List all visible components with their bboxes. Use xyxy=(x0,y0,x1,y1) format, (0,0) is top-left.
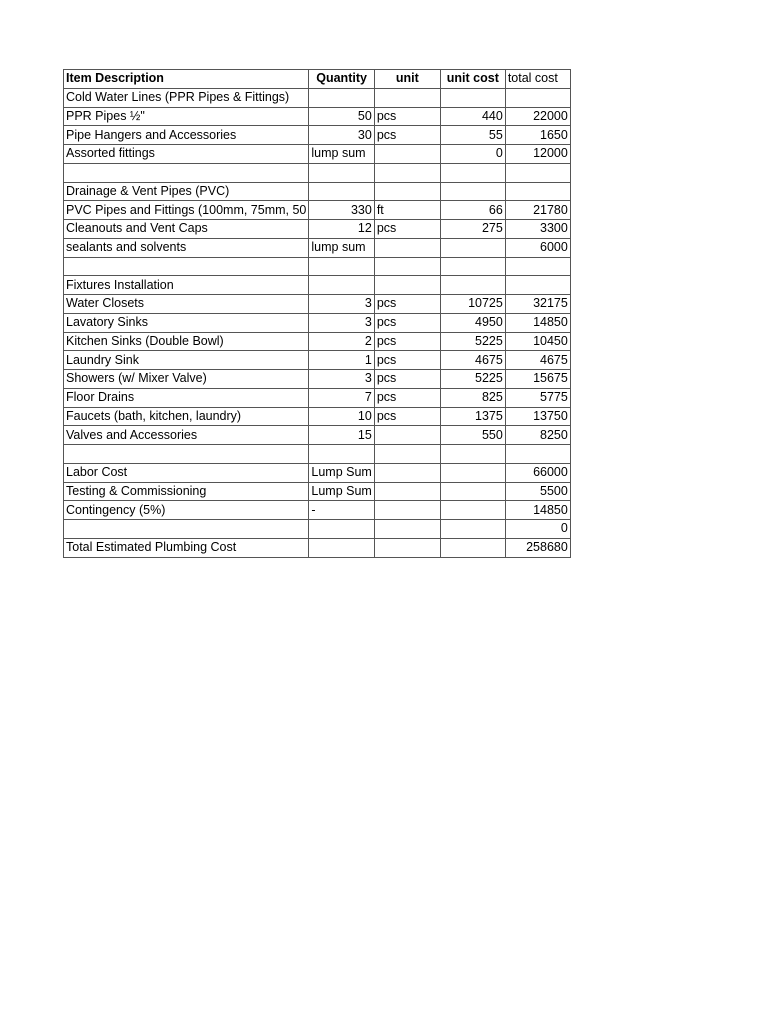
cell-quantity[interactable] xyxy=(309,276,374,295)
cell-unit-cost[interactable] xyxy=(440,538,505,557)
cell-unit-cost[interactable]: 55 xyxy=(440,126,505,145)
cell-item-description[interactable] xyxy=(64,163,309,182)
cell-unit[interactable]: pcs xyxy=(374,407,440,426)
cell-unit[interactable] xyxy=(374,276,440,295)
cell-quantity[interactable] xyxy=(309,520,374,539)
cell-quantity[interactable] xyxy=(309,88,374,107)
cell-unit[interactable] xyxy=(374,501,440,520)
cell-quantity[interactable] xyxy=(309,257,374,276)
cell-quantity[interactable]: lump sum xyxy=(309,238,374,257)
table-row xyxy=(64,163,571,182)
cell-item-description[interactable]: Lavatory Sinks xyxy=(64,313,309,332)
table-row xyxy=(64,88,571,107)
cell-item-description[interactable]: Cleanouts and Vent Caps xyxy=(64,220,309,239)
table-row xyxy=(64,201,571,220)
cell-quantity[interactable]: lump sum xyxy=(309,145,374,164)
cell-unit-cost[interactable] xyxy=(440,238,505,257)
cell-total-cost[interactable] xyxy=(505,445,570,464)
cell-unit[interactable] xyxy=(374,538,440,557)
cell-quantity[interactable]: Lump Sum xyxy=(309,482,374,501)
table-row xyxy=(64,126,571,145)
cell-unit-cost[interactable]: 825 xyxy=(440,388,505,407)
cell-unit[interactable]: pcs xyxy=(374,107,440,126)
table-row xyxy=(64,220,571,239)
cell-unit-cost[interactable]: 10725 xyxy=(440,295,505,314)
cell-unit[interactable] xyxy=(374,445,440,464)
header-item-description: Item Description xyxy=(64,70,309,89)
cell-quantity[interactable]: 3 xyxy=(309,295,374,314)
cell-quantity[interactable]: 3 xyxy=(309,313,374,332)
cell-item-description[interactable]: Water Closets xyxy=(64,295,309,314)
cell-quantity[interactable]: 7 xyxy=(309,388,374,407)
cell-total-cost[interactable] xyxy=(505,163,570,182)
cell-total-cost[interactable]: 5500 xyxy=(505,482,570,501)
cell-quantity[interactable]: - xyxy=(309,501,374,520)
table-row xyxy=(64,351,571,370)
cell-unit[interactable]: pcs xyxy=(374,332,440,351)
cell-unit[interactable]: pcs xyxy=(374,220,440,239)
cell-quantity[interactable]: 1 xyxy=(309,351,374,370)
cell-unit-cost[interactable] xyxy=(440,482,505,501)
cell-unit[interactable] xyxy=(374,88,440,107)
cell-quantity[interactable]: 10 xyxy=(309,407,374,426)
cell-unit-cost[interactable] xyxy=(440,463,505,482)
cell-unit-cost[interactable]: 440 xyxy=(440,107,505,126)
cell-unit[interactable] xyxy=(374,257,440,276)
cell-unit[interactable] xyxy=(374,182,440,201)
cell-total-cost[interactable]: 5775 xyxy=(505,388,570,407)
header-quantity: Quantity xyxy=(309,70,374,89)
cell-unit[interactable] xyxy=(374,426,440,445)
cell-total-cost[interactable]: 4675 xyxy=(505,351,570,370)
header-total-cost: total cost xyxy=(505,70,570,89)
cell-item-description[interactable]: Cold Water Lines (PPR Pipes & Fittings) xyxy=(64,88,309,107)
cell-item-description[interactable]: Drainage & Vent Pipes (PVC) xyxy=(64,182,309,201)
table-row xyxy=(64,482,571,501)
cell-unit[interactable]: pcs xyxy=(374,313,440,332)
cell-unit[interactable]: pcs xyxy=(374,388,440,407)
cell-item-description[interactable]: Labor Cost xyxy=(64,463,309,482)
cell-quantity[interactable]: 50 xyxy=(309,107,374,126)
cell-total-cost[interactable] xyxy=(505,276,570,295)
cell-quantity[interactable]: 12 xyxy=(309,220,374,239)
cell-quantity[interactable] xyxy=(309,163,374,182)
cell-total-cost[interactable]: 14850 xyxy=(505,501,570,520)
cell-item-description[interactable]: sealants and solvents xyxy=(64,238,309,257)
table-row xyxy=(64,501,571,520)
cell-item-description[interactable]: Testing & Commissioning xyxy=(64,482,309,501)
table-row xyxy=(64,238,571,257)
table-row xyxy=(64,445,571,464)
cell-total-cost[interactable]: 258680 xyxy=(505,538,570,557)
header-unit: unit xyxy=(374,70,440,89)
cell-item-description[interactable]: Assorted fittings xyxy=(64,145,309,164)
cell-unit[interactable] xyxy=(374,163,440,182)
table-row xyxy=(64,538,571,557)
table-row xyxy=(64,295,571,314)
table-row xyxy=(64,370,571,389)
cell-item-description[interactable]: Faucets (bath, kitchen, laundry) xyxy=(64,407,309,426)
cell-item-description[interactable]: Floor Drains xyxy=(64,388,309,407)
cell-total-cost[interactable]: 12000 xyxy=(505,145,570,164)
table-row xyxy=(64,313,571,332)
table-row xyxy=(64,426,571,445)
cell-unit[interactable] xyxy=(374,238,440,257)
cell-total-cost[interactable]: 10450 xyxy=(505,332,570,351)
cell-unit-cost[interactable] xyxy=(440,501,505,520)
cell-total-cost[interactable]: 8250 xyxy=(505,426,570,445)
cell-total-cost[interactable]: 13750 xyxy=(505,407,570,426)
cell-unit-cost[interactable]: 4950 xyxy=(440,313,505,332)
cell-unit-cost[interactable]: 0 xyxy=(440,145,505,164)
cell-unit-cost[interactable]: 5225 xyxy=(440,332,505,351)
table-row xyxy=(64,182,571,201)
cell-unit-cost[interactable] xyxy=(440,257,505,276)
cell-item-description[interactable]: Valves and Accessories xyxy=(64,426,309,445)
cell-total-cost[interactable]: 66000 xyxy=(505,463,570,482)
cell-total-cost[interactable] xyxy=(505,182,570,201)
cell-total-cost[interactable]: 0 xyxy=(505,520,570,539)
cell-unit-cost[interactable]: 4675 xyxy=(440,351,505,370)
cell-item-description[interactable] xyxy=(64,257,309,276)
cell-unit-cost[interactable] xyxy=(440,163,505,182)
table-body xyxy=(64,88,571,557)
cell-quantity[interactable] xyxy=(309,538,374,557)
cell-unit-cost[interactable] xyxy=(440,182,505,201)
cell-quantity[interactable] xyxy=(309,445,374,464)
cell-unit-cost[interactable]: 1375 xyxy=(440,407,505,426)
table-row xyxy=(64,463,571,482)
cell-item-description[interactable]: Total Estimated Plumbing Cost xyxy=(64,538,309,557)
table-row xyxy=(64,520,571,539)
cell-unit[interactable]: pcs xyxy=(374,370,440,389)
plumbing-cost-table xyxy=(63,69,571,558)
cell-unit-cost[interactable]: 5225 xyxy=(440,370,505,389)
table-row xyxy=(64,276,571,295)
cell-total-cost[interactable]: 3300 xyxy=(505,220,570,239)
cell-unit-cost[interactable]: 66 xyxy=(440,201,505,220)
cell-unit[interactable] xyxy=(374,145,440,164)
cell-unit-cost[interactable]: 550 xyxy=(440,426,505,445)
cell-total-cost[interactable] xyxy=(505,88,570,107)
cell-quantity[interactable]: Lump Sum xyxy=(309,463,374,482)
cell-quantity[interactable]: 30 xyxy=(309,126,374,145)
cell-total-cost[interactable]: 22000 xyxy=(505,107,570,126)
cell-item-description[interactable]: Fixtures Installation xyxy=(64,276,309,295)
cell-quantity[interactable]: 3 xyxy=(309,370,374,389)
cell-unit-cost[interactable] xyxy=(440,88,505,107)
cell-unit[interactable] xyxy=(374,463,440,482)
cell-unit[interactable] xyxy=(374,482,440,501)
cell-quantity[interactable] xyxy=(309,182,374,201)
cell-unit[interactable] xyxy=(374,520,440,539)
cell-total-cost[interactable]: 1650 xyxy=(505,126,570,145)
cell-unit[interactable]: pcs xyxy=(374,351,440,370)
cell-item-description[interactable]: Kitchen Sinks (Double Bowl) xyxy=(64,332,309,351)
table-row xyxy=(64,257,571,276)
cell-unit[interactable]: ft xyxy=(374,201,440,220)
cell-quantity[interactable]: 330 xyxy=(309,201,374,220)
cell-unit-cost[interactable] xyxy=(440,445,505,464)
cell-quantity[interactable]: 15 xyxy=(309,426,374,445)
cell-total-cost[interactable]: 6000 xyxy=(505,238,570,257)
cell-unit-cost[interactable] xyxy=(440,520,505,539)
cell-unit-cost[interactable] xyxy=(440,276,505,295)
cell-item-description[interactable]: PVC Pipes and Fittings (100mm, 75mm, 50 xyxy=(64,201,309,220)
cell-total-cost[interactable]: 32175 xyxy=(505,295,570,314)
cell-item-description[interactable] xyxy=(64,445,309,464)
cell-item-description[interactable] xyxy=(64,520,309,539)
table-row xyxy=(64,407,571,426)
cell-unit[interactable]: pcs xyxy=(374,126,440,145)
header-row xyxy=(64,70,571,89)
cell-total-cost[interactable]: 21780 xyxy=(505,201,570,220)
cell-total-cost[interactable]: 14850 xyxy=(505,313,570,332)
cell-total-cost[interactable]: 15675 xyxy=(505,370,570,389)
cell-unit[interactable]: pcs xyxy=(374,295,440,314)
cell-unit-cost[interactable]: 275 xyxy=(440,220,505,239)
cell-item-description[interactable]: Contingency (5%) xyxy=(64,501,309,520)
cell-quantity[interactable]: 2 xyxy=(309,332,374,351)
cell-item-description[interactable]: Laundry Sink xyxy=(64,351,309,370)
table-row xyxy=(64,107,571,126)
cell-total-cost[interactable] xyxy=(505,257,570,276)
header-unit-cost: unit cost xyxy=(440,70,505,89)
table-row xyxy=(64,332,571,351)
cell-item-description[interactable]: PPR Pipes ½" xyxy=(64,107,309,126)
table-row xyxy=(64,145,571,164)
table-row xyxy=(64,388,571,407)
cell-item-description[interactable]: Showers (w/ Mixer Valve) xyxy=(64,370,309,389)
cell-item-description[interactable]: Pipe Hangers and Accessories xyxy=(64,126,309,145)
